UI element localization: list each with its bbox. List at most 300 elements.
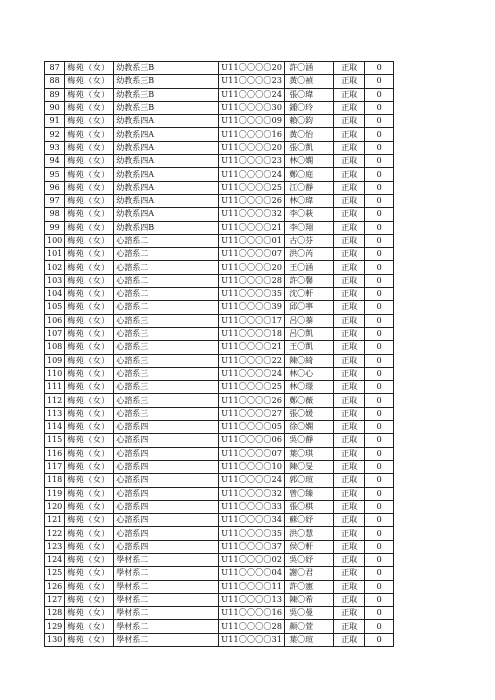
student-name-cell: 賴〇鈞 [285, 115, 334, 128]
student-id-cell: U11〇〇〇〇23 [219, 75, 285, 88]
dormitory-cell: 梅苑（女） [65, 274, 114, 287]
admission-status-cell: 正取 [334, 181, 365, 194]
dormitory-cell: 梅苑（女） [65, 341, 114, 354]
count-cell: 0 [365, 607, 394, 620]
table-row [45, 141, 394, 154]
count-cell: 0 [365, 553, 394, 566]
count-cell: 0 [365, 367, 394, 380]
department-class-cell: 幼教系四A [114, 128, 219, 141]
department-class-cell: 心諮系四 [114, 460, 219, 473]
student-name-cell: 鍾〇玲 [285, 101, 334, 114]
row-number-cell: 95 [45, 168, 65, 181]
table-row [45, 593, 394, 606]
count-cell: 0 [365, 128, 394, 141]
dormitory-cell: 梅苑（女） [65, 261, 114, 274]
department-class-cell: 心諮系二 [114, 274, 219, 287]
table-row [45, 527, 394, 540]
table-row [45, 261, 394, 274]
student-id-cell: U11〇〇〇〇33 [219, 500, 285, 513]
row-number-cell: 91 [45, 115, 65, 128]
dormitory-cell: 梅苑（女） [65, 234, 114, 247]
admission-status-cell: 正取 [334, 88, 365, 101]
count-cell: 0 [365, 527, 394, 540]
count-cell: 0 [365, 633, 394, 646]
row-number-cell: 98 [45, 208, 65, 221]
count-cell: 0 [365, 221, 394, 234]
row-number-cell: 97 [45, 194, 65, 207]
dormitory-cell: 梅苑（女） [65, 354, 114, 367]
department-class-cell: 心諮系三 [114, 381, 219, 394]
row-number-cell: 99 [45, 221, 65, 234]
student-id-cell: U11〇〇〇〇37 [219, 540, 285, 553]
count-cell: 0 [365, 540, 394, 553]
dormitory-cell: 梅苑（女） [65, 421, 114, 434]
department-class-cell: 學材系二 [114, 553, 219, 566]
dormitory-cell: 梅苑（女） [65, 514, 114, 527]
count-cell: 0 [365, 447, 394, 460]
admission-status-cell: 正取 [334, 208, 365, 221]
student-name-cell: 洪〇芮 [285, 248, 334, 261]
table-row [45, 394, 394, 407]
row-number-cell: 110 [45, 367, 65, 380]
row-number-cell: 122 [45, 527, 65, 540]
admission-status-cell: 正取 [334, 101, 365, 114]
table-row [45, 115, 394, 128]
table-row [45, 434, 394, 447]
row-number-cell: 93 [45, 141, 65, 154]
table-row [45, 620, 394, 633]
dormitory-cell: 梅苑（女） [65, 567, 114, 580]
count-cell: 0 [365, 620, 394, 633]
student-id-cell: U11〇〇〇〇32 [219, 208, 285, 221]
admission-status-cell: 正取 [334, 381, 365, 394]
student-name-cell: 陳〇旻 [285, 460, 334, 473]
dormitory-cell: 梅苑（女） [65, 487, 114, 500]
table-row [45, 407, 394, 420]
department-class-cell: 心諮系三 [114, 314, 219, 327]
admission-status-cell: 正取 [334, 248, 365, 261]
row-number-cell: 94 [45, 155, 65, 168]
row-number-cell: 113 [45, 407, 65, 420]
admission-status-cell: 正取 [334, 500, 365, 513]
row-number-cell: 116 [45, 447, 65, 460]
dormitory-cell: 梅苑（女） [65, 500, 114, 513]
table-row [45, 234, 394, 247]
department-class-cell: 心諮系三 [114, 367, 219, 380]
table-row [45, 88, 394, 101]
row-number-cell: 102 [45, 261, 65, 274]
dormitory-cell: 梅苑（女） [65, 141, 114, 154]
table-row [45, 194, 394, 207]
student-name-cell: 郭〇瑄 [285, 474, 334, 487]
admission-status-cell: 正取 [334, 128, 365, 141]
table-row [45, 327, 394, 340]
student-name-cell: 林〇瑋 [285, 194, 334, 207]
count-cell: 0 [365, 168, 394, 181]
count-cell: 0 [365, 155, 394, 168]
admission-status-cell: 正取 [334, 593, 365, 606]
count-cell: 0 [365, 421, 394, 434]
student-name-cell: 呂〇凱 [285, 327, 334, 340]
student-id-cell: U11〇〇〇〇25 [219, 181, 285, 194]
admission-status-cell: 正取 [334, 567, 365, 580]
dormitory-cell: 梅苑（女） [65, 128, 114, 141]
dormitory-cell: 梅苑（女） [65, 607, 114, 620]
student-id-cell: U11〇〇〇〇09 [219, 115, 285, 128]
row-number-cell: 125 [45, 567, 65, 580]
student-name-cell: 曾〇臻 [285, 487, 334, 500]
student-name-cell: 黃〇怡 [285, 128, 334, 141]
student-name-cell: 邱〇寧 [285, 301, 334, 314]
department-class-cell: 心諮系二 [114, 261, 219, 274]
table-row [45, 553, 394, 566]
table-row [45, 633, 394, 646]
admission-status-cell: 正取 [334, 540, 365, 553]
department-class-cell: 心諮系四 [114, 500, 219, 513]
dormitory-cell: 梅苑（女） [65, 168, 114, 181]
row-number-cell: 89 [45, 88, 65, 101]
student-id-cell: U11〇〇〇〇27 [219, 407, 285, 420]
table-row [45, 474, 394, 487]
student-name-cell: 林〇璟 [285, 381, 334, 394]
student-id-cell: U11〇〇〇〇16 [219, 128, 285, 141]
row-number-cell: 88 [45, 75, 65, 88]
table-row [45, 607, 394, 620]
admission-status-cell: 正取 [334, 553, 365, 566]
table-row [45, 128, 394, 141]
department-class-cell: 心諮系三 [114, 354, 219, 367]
student-name-cell: 張〇媛 [285, 407, 334, 420]
student-name-cell: 呂〇蓁 [285, 314, 334, 327]
student-id-cell: U11〇〇〇〇11 [219, 580, 285, 593]
student-id-cell: U11〇〇〇〇05 [219, 421, 285, 434]
dormitory-cell: 梅苑（女） [65, 288, 114, 301]
count-cell: 0 [365, 407, 394, 420]
count-cell: 0 [365, 593, 394, 606]
dormitory-cell: 梅苑（女） [65, 194, 114, 207]
department-class-cell: 心諮系三 [114, 327, 219, 340]
dormitory-cell: 梅苑（女） [65, 460, 114, 473]
dormitory-cell: 梅苑（女） [65, 88, 114, 101]
table-row [45, 274, 394, 287]
student-name-cell: 黃〇禎 [285, 75, 334, 88]
student-id-cell: U11〇〇〇〇39 [219, 301, 285, 314]
dormitory-cell: 梅苑（女） [65, 527, 114, 540]
student-name-cell: 鄭〇薇 [285, 394, 334, 407]
row-number-cell: 119 [45, 487, 65, 500]
admission-status-cell: 正取 [334, 367, 365, 380]
student-id-cell: U11〇〇〇〇21 [219, 341, 285, 354]
dormitory-cell: 梅苑（女） [65, 314, 114, 327]
student-id-cell: U11〇〇〇〇20 [219, 261, 285, 274]
row-number-cell: 114 [45, 421, 65, 434]
row-number-cell: 111 [45, 381, 65, 394]
department-class-cell: 心諮系二 [114, 248, 219, 261]
table-row [45, 314, 394, 327]
student-id-cell: U11〇〇〇〇26 [219, 394, 285, 407]
row-number-cell: 124 [45, 553, 65, 566]
admission-status-cell: 正取 [334, 221, 365, 234]
department-class-cell: 心諮系三 [114, 407, 219, 420]
count-cell: 0 [365, 314, 394, 327]
student-name-cell: 王〇涵 [285, 261, 334, 274]
student-name-cell: 張〇瑋 [285, 88, 334, 101]
student-name-cell: 吳〇曼 [285, 607, 334, 620]
dormitory-cell: 梅苑（女） [65, 181, 114, 194]
dormitory-cell: 梅苑（女） [65, 221, 114, 234]
table-row [45, 181, 394, 194]
admission-status-cell: 正取 [334, 288, 365, 301]
table-row [45, 567, 394, 580]
admission-status-cell: 正取 [334, 194, 365, 207]
row-number-cell: 104 [45, 288, 65, 301]
count-cell: 0 [365, 341, 394, 354]
table-row [45, 487, 394, 500]
department-class-cell: 心諮系二 [114, 301, 219, 314]
admission-status-cell: 正取 [334, 115, 365, 128]
department-class-cell: 幼教系三B [114, 101, 219, 114]
row-number-cell: 117 [45, 460, 65, 473]
admission-status-cell: 正取 [334, 514, 365, 527]
row-number-cell: 123 [45, 540, 65, 553]
table-row [45, 155, 394, 168]
table-row [45, 221, 394, 234]
student-id-cell: U11〇〇〇〇30 [219, 101, 285, 114]
student-id-cell: U11〇〇〇〇07 [219, 447, 285, 460]
dormitory-cell: 梅苑（女） [65, 447, 114, 460]
count-cell: 0 [365, 208, 394, 221]
student-id-cell: U11〇〇〇〇20 [219, 62, 285, 75]
admission-status-cell: 正取 [334, 327, 365, 340]
admission-status-cell: 正取 [334, 62, 365, 75]
count-cell: 0 [365, 514, 394, 527]
count-cell: 0 [365, 394, 394, 407]
student-name-cell: 葉〇瑄 [285, 633, 334, 646]
department-class-cell: 心諮系四 [114, 540, 219, 553]
dormitory-cell: 梅苑（女） [65, 593, 114, 606]
admission-status-cell: 正取 [334, 261, 365, 274]
count-cell: 0 [365, 261, 394, 274]
department-class-cell: 幼教系三B [114, 88, 219, 101]
admission-status-cell: 正取 [334, 168, 365, 181]
department-class-cell: 幼教系四A [114, 181, 219, 194]
department-class-cell: 幼教系四A [114, 208, 219, 221]
student-id-cell: U11〇〇〇〇31 [219, 633, 285, 646]
count-cell: 0 [365, 75, 394, 88]
student-id-cell: U11〇〇〇〇32 [219, 487, 285, 500]
student-id-cell: U11〇〇〇〇16 [219, 607, 285, 620]
row-number-cell: 92 [45, 128, 65, 141]
count-cell: 0 [365, 327, 394, 340]
table-row [45, 288, 394, 301]
student-name-cell: 吳〇妤 [285, 553, 334, 566]
department-class-cell: 心諮系三 [114, 394, 219, 407]
department-class-cell: 心諮系二 [114, 234, 219, 247]
dormitory-cell: 梅苑（女） [65, 155, 114, 168]
admission-status-cell: 正取 [334, 407, 365, 420]
row-number-cell: 118 [45, 474, 65, 487]
admission-status-cell: 正取 [334, 274, 365, 287]
dormitory-cell: 梅苑（女） [65, 580, 114, 593]
student-id-cell: U11〇〇〇〇28 [219, 620, 285, 633]
count-cell: 0 [365, 288, 394, 301]
student-name-cell: 陳〇希 [285, 593, 334, 606]
student-name-cell: 鄭〇庭 [285, 168, 334, 181]
admission-status-cell: 正取 [334, 301, 365, 314]
student-name-cell: 吳〇靜 [285, 434, 334, 447]
admission-status-cell: 正取 [334, 394, 365, 407]
count-cell: 0 [365, 88, 394, 101]
department-class-cell: 心諮系四 [114, 447, 219, 460]
student-id-cell: U11〇〇〇〇06 [219, 434, 285, 447]
dormitory-admission-table [44, 61, 394, 647]
student-id-cell: U11〇〇〇〇07 [219, 248, 285, 261]
admission-status-cell: 正取 [334, 633, 365, 646]
student-name-cell: 李〇翔 [285, 221, 334, 234]
row-number-cell: 106 [45, 314, 65, 327]
student-name-cell: 江〇靜 [285, 181, 334, 194]
dormitory-cell: 梅苑（女） [65, 115, 114, 128]
student-name-cell: 林〇嫻 [285, 155, 334, 168]
dormitory-cell: 梅苑（女） [65, 540, 114, 553]
student-id-cell: U11〇〇〇〇23 [219, 155, 285, 168]
table-body [45, 62, 394, 647]
row-number-cell: 127 [45, 593, 65, 606]
student-name-cell: 許〇憲 [285, 580, 334, 593]
student-id-cell: U11〇〇〇〇24 [219, 367, 285, 380]
table-row [45, 580, 394, 593]
row-number-cell: 101 [45, 248, 65, 261]
department-class-cell: 心諮系二 [114, 288, 219, 301]
student-id-cell: U11〇〇〇〇24 [219, 474, 285, 487]
row-number-cell: 128 [45, 607, 65, 620]
student-name-cell: 古〇芬 [285, 234, 334, 247]
table-row [45, 248, 394, 261]
table-row [45, 354, 394, 367]
department-class-cell: 幼教系四A [114, 168, 219, 181]
table-row [45, 540, 394, 553]
count-cell: 0 [365, 354, 394, 367]
count-cell: 0 [365, 274, 394, 287]
dormitory-cell: 梅苑（女） [65, 474, 114, 487]
dormitory-cell: 梅苑（女） [65, 367, 114, 380]
student-name-cell: 許〇涵 [285, 62, 334, 75]
row-number-cell: 130 [45, 633, 65, 646]
student-id-cell: U11〇〇〇〇01 [219, 234, 285, 247]
dormitory-cell: 梅苑（女） [65, 62, 114, 75]
table-row [45, 62, 394, 75]
student-name-cell: 徐〇嫻 [285, 421, 334, 434]
admission-status-cell: 正取 [334, 580, 365, 593]
student-id-cell: U11〇〇〇〇35 [219, 527, 285, 540]
table-row [45, 421, 394, 434]
admission-status-cell: 正取 [334, 527, 365, 540]
table-row [45, 381, 394, 394]
student-id-cell: U11〇〇〇〇34 [219, 514, 285, 527]
dormitory-cell: 梅苑（女） [65, 381, 114, 394]
count-cell: 0 [365, 474, 394, 487]
student-id-cell: U11〇〇〇〇10 [219, 460, 285, 473]
count-cell: 0 [365, 141, 394, 154]
student-name-cell: 侯〇軒 [285, 540, 334, 553]
count-cell: 0 [365, 301, 394, 314]
department-class-cell: 幼教系四A [114, 141, 219, 154]
department-class-cell: 幼教系三B [114, 75, 219, 88]
department-class-cell: 心諮系四 [114, 434, 219, 447]
dormitory-cell: 梅苑（女） [65, 248, 114, 261]
student-name-cell: 葉〇琪 [285, 447, 334, 460]
table-row [45, 101, 394, 114]
dormitory-cell: 梅苑（女） [65, 327, 114, 340]
student-name-cell: 張〇棋 [285, 500, 334, 513]
row-number-cell: 90 [45, 101, 65, 114]
admission-status-cell: 正取 [334, 607, 365, 620]
student-id-cell: U11〇〇〇〇24 [219, 168, 285, 181]
count-cell: 0 [365, 460, 394, 473]
table-row [45, 341, 394, 354]
department-class-cell: 學材系二 [114, 633, 219, 646]
count-cell: 0 [365, 234, 394, 247]
row-number-cell: 126 [45, 580, 65, 593]
department-class-cell: 學材系二 [114, 607, 219, 620]
student-id-cell: U11〇〇〇〇20 [219, 141, 285, 154]
department-class-cell: 幼教系三B [114, 62, 219, 75]
count-cell: 0 [365, 434, 394, 447]
table-row [45, 500, 394, 513]
department-class-cell: 心諮系四 [114, 514, 219, 527]
table-row [45, 447, 394, 460]
row-number-cell: 112 [45, 394, 65, 407]
student-id-cell: U11〇〇〇〇22 [219, 354, 285, 367]
count-cell: 0 [365, 101, 394, 114]
department-class-cell: 心諮系三 [114, 341, 219, 354]
dormitory-cell: 梅苑（女） [65, 407, 114, 420]
department-class-cell: 學材系二 [114, 593, 219, 606]
count-cell: 0 [365, 580, 394, 593]
count-cell: 0 [365, 500, 394, 513]
admission-status-cell: 正取 [334, 314, 365, 327]
department-class-cell: 幼教系四A [114, 115, 219, 128]
admission-status-cell: 正取 [334, 354, 365, 367]
dormitory-cell: 梅苑（女） [65, 434, 114, 447]
row-number-cell: 103 [45, 274, 65, 287]
student-name-cell: 蘇〇妤 [285, 514, 334, 527]
row-number-cell: 87 [45, 62, 65, 75]
student-id-cell: U11〇〇〇〇21 [219, 221, 285, 234]
department-class-cell: 幼教系四A [114, 155, 219, 168]
admission-status-cell: 正取 [334, 75, 365, 88]
admission-status-cell: 正取 [334, 155, 365, 168]
dormitory-cell: 梅苑（女） [65, 101, 114, 114]
department-class-cell: 心諮系四 [114, 527, 219, 540]
dormitory-cell: 梅苑（女） [65, 208, 114, 221]
student-name-cell: 顏〇萱 [285, 620, 334, 633]
student-id-cell: U11〇〇〇〇24 [219, 88, 285, 101]
student-name-cell: 李〇萩 [285, 208, 334, 221]
row-number-cell: 100 [45, 234, 65, 247]
row-number-cell: 108 [45, 341, 65, 354]
student-id-cell: U11〇〇〇〇13 [219, 593, 285, 606]
department-class-cell: 學材系二 [114, 620, 219, 633]
admission-status-cell: 正取 [334, 620, 365, 633]
row-number-cell: 121 [45, 514, 65, 527]
count-cell: 0 [365, 62, 394, 75]
student-name-cell: 林〇心 [285, 367, 334, 380]
count-cell: 0 [365, 381, 394, 394]
student-name-cell: 洪〇慧 [285, 527, 334, 540]
table-row [45, 168, 394, 181]
department-class-cell: 學材系二 [114, 580, 219, 593]
